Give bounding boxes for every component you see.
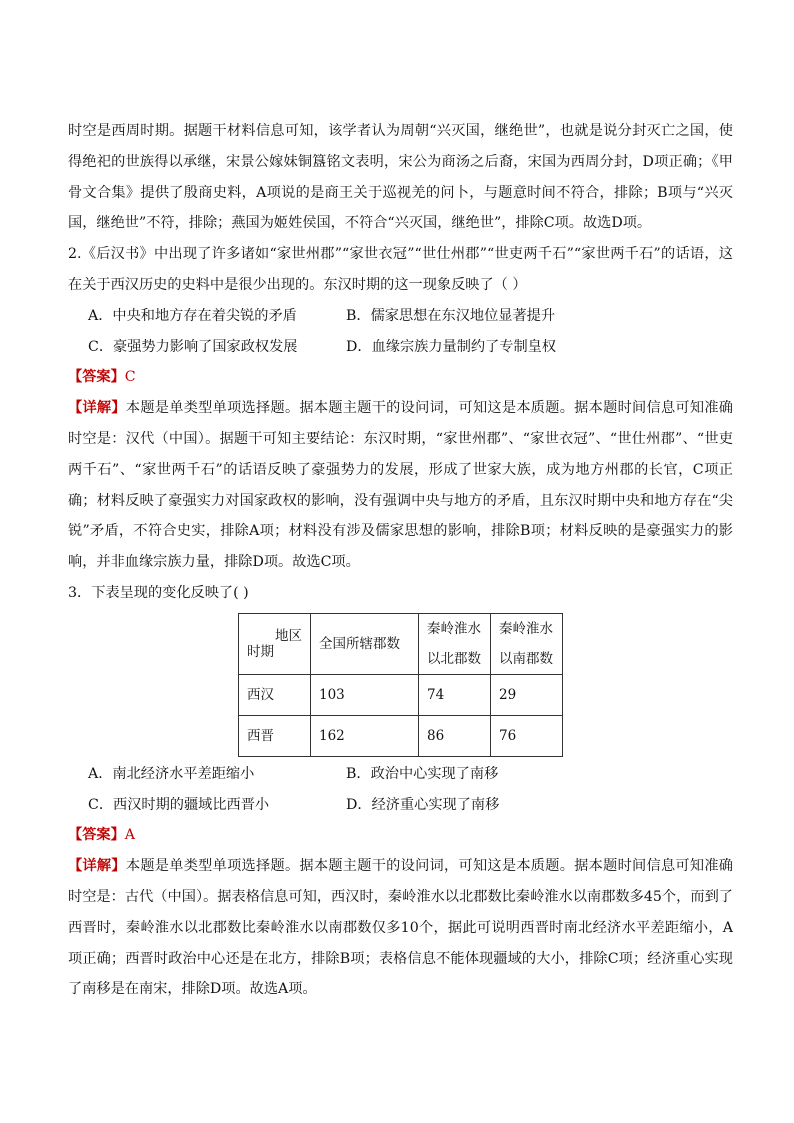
q2-answer-value: C [124, 369, 136, 386]
q3-option-c: C．西汉时期的疆域比西晋小 [88, 796, 270, 813]
q3-detail [68, 851, 733, 1005]
q2-option-c: C．豪强势力影响了国家政权发展 [88, 338, 298, 355]
q2-detail [68, 393, 733, 578]
q3-stem: 3．下表呈现的变化反映了( ) [68, 584, 249, 601]
q2-answer [68, 362, 733, 393]
q3-options [68, 759, 733, 821]
q2-detail-text: 本题是单类型单项选择题。据本题主题干的设问词，可知这是本质题。据本题时间信息可知准确时空是：汉代（中国）。据题干可知主要结论：东汉时期，“家世州郡”、“家世衣冠”、“世仕州郡”、“世吏两千石”、“家世两千石”的话语反映了豪强势力的发展，形成了世家大族，成为地方州郡的长官，C项正确；材料反映了豪强实力对国家政权的影响，没有强调中央与地方的矛盾，且东汉时期中央和地方存在“尖锐”矛盾，不符合史实，排除A项；材料没有涉及儒家思想的影响，排除B项；材料反映的是豪强实力的影响，并非血缘宗族力量，排除D项。故选C项。 [68, 400, 733, 571]
q3-option-d: D．经济重心实现了南移 [346, 796, 500, 813]
q3-detail-text: 本题是单类型单项选择题。据本题主题干的设问词，可知这是本质题。据本题时间信息可知准确时空是：古代（中国）。据表格信息可知，西汉时，秦岭淮水以北郡数比秦岭淮水以南郡数多45个，而到了西晋时，秦岭淮水以北郡数比秦岭淮水以南郡数仅多10个，据此可说明西晋时南北经济水平差距缩小，A项正确；西晋时政治中心还是在北方，排除B项；表格信息不能体现疆域的大小，排除C项；经济重心实现了南移是在南宋，排除D项。故选A项。 [68, 858, 733, 998]
q2-option-a: A．中央和地方存在着尖锐的矛盾 [88, 307, 297, 324]
q3-option-b: B．政治中心实现了南移 [346, 765, 499, 782]
q2-stem: 2.《后汉书》中出现了许多诸如“家世州郡”“家世衣冠”“世仕州郡”“世吏两千石”“家世两千石”的话语，这在关于西汉历史的史料中是很少出现的。东汉时期的这一现象反映了（ ） [68, 246, 733, 293]
q3-table [238, 613, 563, 757]
table-cell-period: 西汉 [239, 674, 311, 715]
corner-region-label: 地区 [275, 627, 302, 644]
table-cell-total: 162 [311, 715, 419, 756]
table-corner-cell [239, 613, 311, 674]
table-header-north: 秦岭淮水以北郡数 [419, 613, 491, 674]
q3-answer-value: A [124, 827, 136, 844]
table-header-south: 秦岭淮水以南郡数 [491, 613, 563, 674]
table-header-total: 全国所辖郡数 [311, 613, 419, 674]
document-content [68, 116, 733, 1005]
q2-options [68, 301, 733, 363]
table-cell-south: 76 [491, 715, 563, 756]
table-row [239, 674, 563, 715]
corner-period-label: 时期 [247, 643, 274, 660]
q3-option-a: A．南北经济水平差距缩小 [88, 765, 255, 782]
table-row [239, 715, 563, 756]
q3-answer [68, 820, 733, 851]
q1-detail-continuation: 时空是西周时期。据题干材料信息可知，该学者认为周朝“兴灭国，继绝世”，也就是说分封灭亡之国，使得绝祀的世族得以承继，宋景公嫁妹铜簋铭文表明，宋公为商汤之后裔，宋国为西周分封，D项正确；《甲骨文合集》提供了殷商史料，A项说的是商王关于巡视羌的问卜，与题意时间不符合，排除；B项与“兴灭国，继绝世”不符，排除；燕国为姬姓侯国，不符合“兴灭国，继绝世”，排除C项。故选D项。 [68, 123, 733, 232]
q2-option-b: B．儒家思想在东汉地位显著提升 [346, 307, 556, 324]
q3-detail-label: 【详解】 [68, 858, 126, 875]
q3-answer-label: 【答案】 [68, 827, 125, 844]
table-cell-south: 29 [491, 674, 563, 715]
table-header-row [239, 613, 563, 674]
table-cell-total: 103 [311, 674, 419, 715]
table-cell-period: 西晋 [239, 715, 311, 756]
table-cell-north: 86 [419, 715, 491, 756]
table-cell-north: 74 [419, 674, 491, 715]
q2-answer-label: 【答案】 [68, 369, 125, 386]
q2-detail-label: 【详解】 [68, 400, 126, 417]
q2-option-d: D．血缘宗族力量制约了专制皇权 [346, 338, 557, 355]
